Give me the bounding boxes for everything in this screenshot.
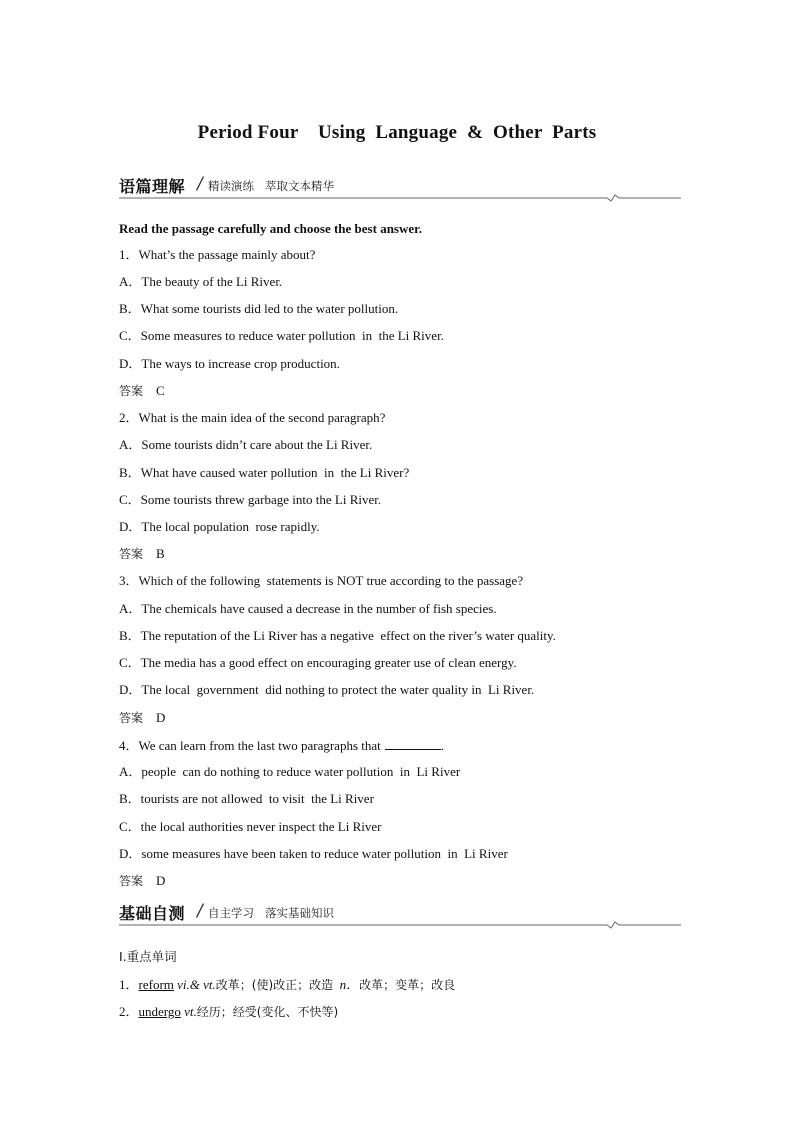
option-item: D．The ways to increase crop production. (119, 356, 340, 371)
question-end: . (440, 738, 444, 753)
question-stem: 2．What is the main idea of the second paragraph? (119, 410, 386, 425)
answer-line (119, 546, 165, 562)
vocab-pos: vi.& vt. (177, 977, 216, 992)
vocab-pos: n． (339, 977, 360, 992)
vocab-word: undergo (138, 1004, 181, 1019)
option-item: C．the local authorities never inspect the Li River (119, 819, 382, 834)
answer-label: 答案 (119, 711, 144, 725)
section-header-reading (119, 174, 681, 200)
section-subtitle: 自主学习 落实基础知识 (208, 906, 334, 920)
option-item: D．The local population rose rapidly. (119, 519, 320, 534)
option-item: B．What some tourists did led to the water pollution. (119, 301, 399, 316)
answer-line (119, 873, 165, 889)
vocab-number: 2． (119, 1004, 139, 1019)
option-item: C．Some measures to reduce water pollution in the Li River. (119, 328, 444, 343)
option-item: B．The reputation of the Li River has a negative effect on the river’s water quality. (119, 628, 556, 643)
answer-label: 答案 (119, 874, 144, 888)
section-rule-icon (119, 921, 681, 929)
option-item: B．What have caused water pollution in the Li River? (119, 465, 410, 480)
option-item: D．some measures have been taken to reduce water pollution in Li River (119, 846, 508, 861)
option-item: A．The chemicals have caused a decrease in the number of fish species. (119, 601, 497, 616)
answer-value: C (156, 383, 165, 398)
vocab-pos: vt. (184, 1004, 197, 1019)
vocab-meaning: 改革；变革；改良 (359, 978, 456, 992)
question-stem: 3．Which of the following statements is NOT true according to the passage? (119, 573, 524, 588)
vocab-number: 1． (119, 977, 139, 992)
answer-value: D (156, 873, 166, 888)
answer-line (119, 383, 165, 399)
section-header-basics (119, 901, 681, 927)
section-label: 基础自测 (119, 904, 186, 923)
section-subtitle: 精读演练 萃取文本精华 (208, 179, 334, 193)
option-item: A．The beauty of the Li River. (119, 274, 283, 289)
answer-value: D (156, 710, 166, 725)
option-item: D．The local government did nothing to protect the water quality in Li River. (119, 682, 535, 697)
answer-line (119, 710, 165, 726)
slash-divider-icon: / (197, 901, 203, 921)
option-item: A．people can do nothing to reduce water pollution in Li River (119, 764, 461, 779)
vocab-heading: Ⅰ.重点单词 (119, 949, 177, 964)
page-title: Period Four Using Language & Other Parts (197, 122, 597, 143)
instruction-text: Read the passage carefully and choose the best answer. (119, 221, 422, 236)
section-label: 语篇理解 (119, 177, 186, 196)
fill-blank (385, 737, 441, 750)
vocab-word: reform (138, 977, 174, 992)
option-item: B．tourists are not allowed to visit the Li River (119, 791, 374, 806)
question-text: 4．We can learn from the last two paragraphs that (119, 738, 381, 753)
option-item: A．Some tourists didn’t care about the Li River. (119, 437, 373, 452)
option-item: C．Some tourists threw garbage into the Li River. (119, 492, 382, 507)
option-item: C．The media has a good effect on encouraging greater use of clean energy. (119, 655, 517, 670)
answer-label: 答案 (119, 384, 144, 398)
vocab-meaning: 改革；(使)改正；改造 (215, 978, 334, 992)
question-stem: 1．What’s the passage mainly about? (119, 247, 316, 262)
vocab-item (119, 977, 455, 993)
slash-divider-icon: / (197, 174, 203, 194)
answer-value: B (156, 546, 165, 561)
section-rule-icon (119, 194, 681, 202)
answer-label: 答案 (119, 547, 144, 561)
vocab-meaning: 经历；经受(变化、不快等) (196, 1005, 339, 1019)
vocab-item (119, 1004, 338, 1020)
question-stem (119, 737, 444, 754)
